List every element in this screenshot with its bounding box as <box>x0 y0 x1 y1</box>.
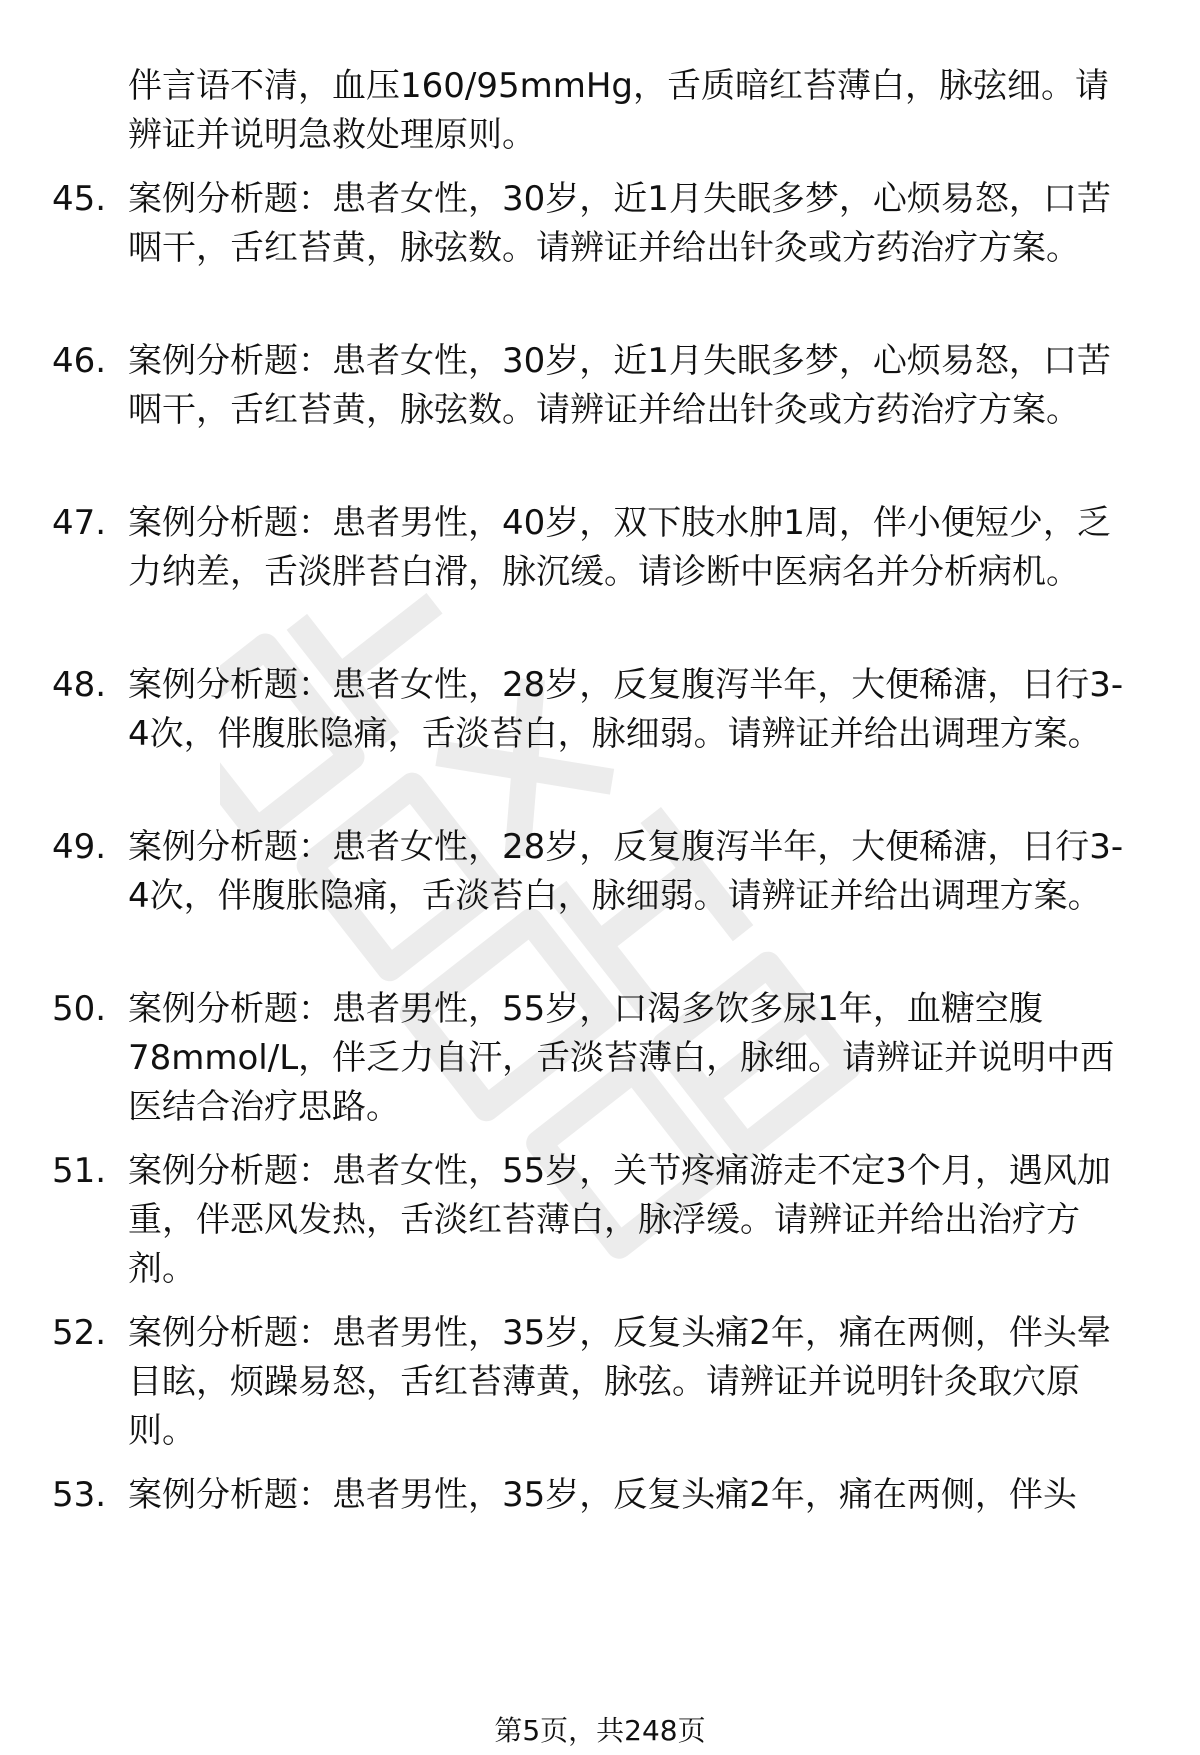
question-text: 案例分析题：患者女性，30岁，近1月失眠多梦，心烦易怒，口苦咽干，舌红苔黄，脉弦数。请辨证并给出针灸或方药治疗方案。 <box>128 179 1111 268</box>
question-number: 50. <box>52 989 107 1029</box>
question-number: 49. <box>52 827 107 867</box>
question-number: 52. <box>52 1313 107 1353</box>
question-number: 51. <box>52 1151 107 1191</box>
question-number: 53. <box>52 1475 107 1515</box>
question-text: 案例分析题：患者女性，30岁，近1月失眠多梦，心烦易怒，口苦咽干，舌红苔黄，脉弦数。请辨证并给出针灸或方药治疗方案。 <box>128 341 1111 430</box>
question-text: 案例分析题：患者女性，28岁，反复腹泻半年，大便稀溏，日行3-4次，伴腹胀隐痛，舌淡苔白，脉细弱。请辨证并给出调理方案。 <box>128 665 1124 754</box>
question-text: 案例分析题：患者男性，40岁，双下肢水肿1周，伴小便短少，乏力纳差，舌淡胖苔白滑，脉沉缓。请诊断中医病名并分析病机。 <box>128 503 1111 592</box>
question-number: 45. <box>52 179 107 219</box>
question-number: 46. <box>52 341 107 381</box>
question-number: 48. <box>52 665 107 705</box>
question-text: 案例分析题：患者女性，28岁，反复腹泻半年，大便稀溏，日行3-4次，伴腹胀隐痛，舌淡苔白，脉细弱。请辨证并给出调理方案。 <box>128 827 1124 916</box>
question-text: 案例分析题：患者女性，55岁，关节疼痛游走不定3个月，遇风加重，伴恶风发热，舌淡红苔薄白，脉浮缓。请辨证并给出治疗方剂。 <box>128 1151 1111 1289</box>
question-text: 案例分析题：患者男性，35岁，反复头痛2年，痛在两侧，伴头晕目眩，烦躁易怒，舌红苔薄黄，脉弦。请辨证并说明针灸取穴原则。 <box>128 1313 1111 1451</box>
continued-question-text: 伴言语不清，血压160/95mmHg，舌质暗红苔薄白，脉弦细。请辨证并说明急救处理原则。 <box>128 66 1110 155</box>
question-number: 47. <box>52 503 107 543</box>
question-text: 案例分析题：患者男性，55岁，口渴多饮多尿1年，血糖空腹78mmol/L，伴乏力自汗，舌淡苔薄白，脉细。请辨证并说明中西医结合治疗思路。 <box>128 989 1115 1127</box>
page-footer: 第5页，共248页 <box>494 1714 706 1747</box>
question-text: 案例分析题：患者男性，35岁，反复头痛2年，痛在两侧，伴头 <box>128 1475 1077 1515</box>
